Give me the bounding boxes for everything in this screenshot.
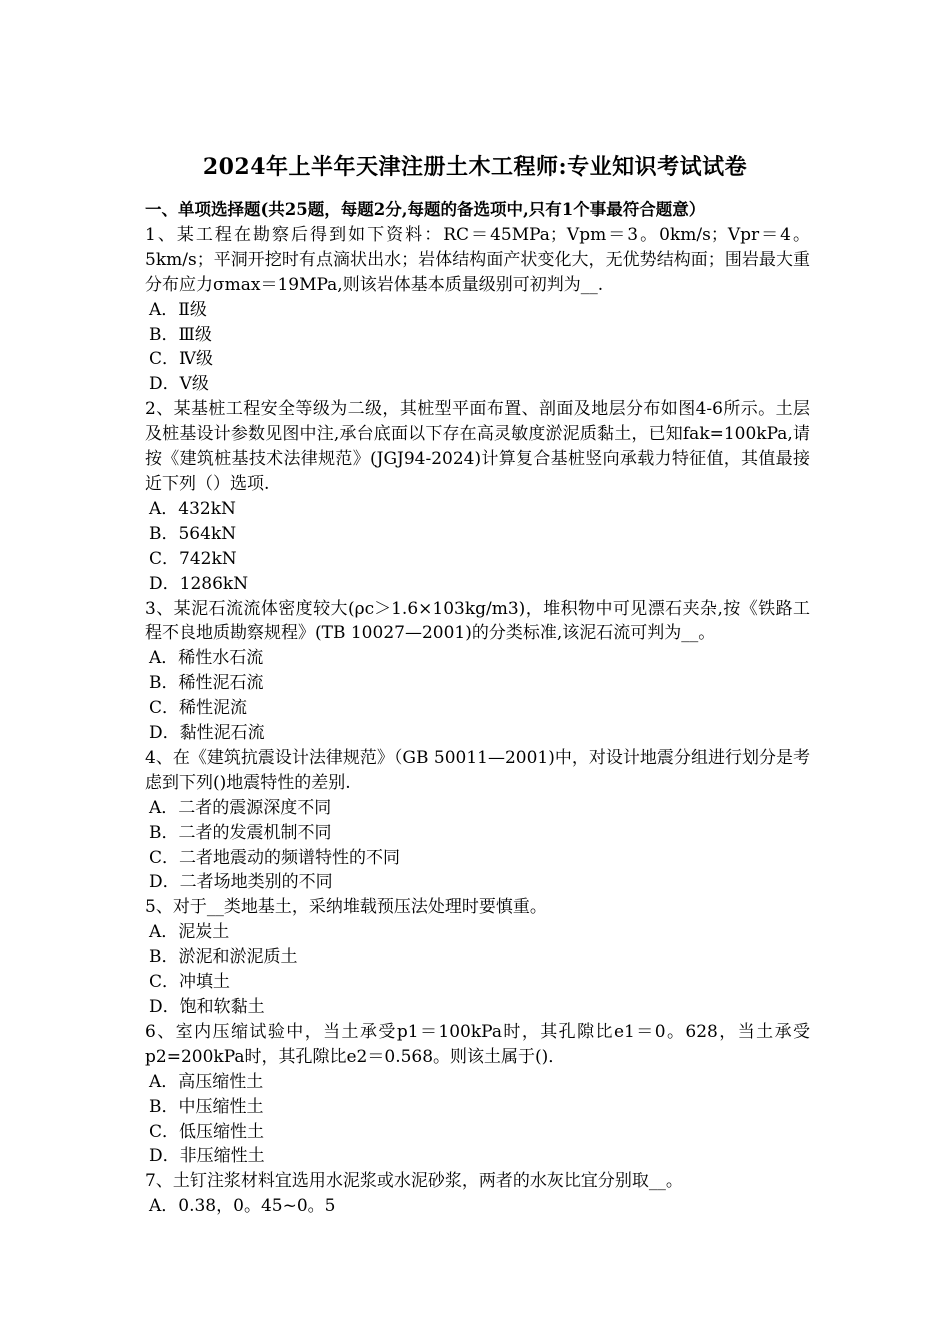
question-text: 2、某基桩工程安全等级为二级，其桩型平面布置、剖面及地层分布如图4-6所示。土层及桩基设计参数见图中注,承台底面以下存在高灵敏度淤泥质黏土，已知fak=100kPa,请按《建筑桩基技术法律规范》(JGJ94-2024)计算复合基桩竖向承载力特征值，其值最接近下列（）选项. bbox=[145, 399, 810, 494]
option-b: B．二者的发震机制不同 bbox=[149, 822, 332, 843]
option-a: A．0.38，0。45~0。5 bbox=[149, 1196, 336, 1217]
question-text: 1、某工程在勘察后得到如下资料：RC＝45MPa；Vpm＝3。0km/s；Vpr＝4。5km/s；平洞开挖时有点滴状出水；岩体结构面产状变化大，无优势结构面；围岩最大重分布应力σmax＝19MPa,则该岩体基本质量级别可初判为__. bbox=[145, 224, 810, 295]
question-text: 4、在《建筑抗震设计法律规范》（GB 50011—2001)中，对设计地震分组进行划分是考虑到下列()地震特性的差别. bbox=[145, 747, 810, 793]
question-text: 3、某泥石流流体密度较大(ρc＞1.6×103kg/m3)，堆积物中可见漂石夹杂,按《铁路工程不良地质勘察规程》(TB 10027—2001)的分类标准,该泥石流可判为__。 bbox=[145, 598, 810, 644]
option-a: A．稀性水石流 bbox=[149, 648, 264, 669]
option-a: A．高压缩性土 bbox=[149, 1071, 264, 1092]
question-7 bbox=[145, 1169, 810, 1219]
question-5 bbox=[145, 895, 810, 1020]
option-c: C．二者地震动的频谱特性的不同 bbox=[149, 847, 401, 868]
option-d: D．饱和软黏土 bbox=[149, 997, 265, 1017]
option-b: B．中压缩性土 bbox=[149, 1096, 264, 1117]
option-d: D．非压缩性土 bbox=[149, 1146, 265, 1167]
option-c: C．742kN bbox=[149, 548, 237, 569]
option-b: B．564kN bbox=[149, 523, 237, 544]
question-2 bbox=[145, 397, 810, 596]
question-text: 5、对于__类地基土，采纳堆载预压法处理时要慎重。 bbox=[145, 897, 547, 918]
option-d: D．二者场地类别的不同 bbox=[149, 872, 333, 893]
question-1 bbox=[145, 223, 810, 397]
section-heading: 一、单项选择题(共25题，每题2分,每题的备选项中,只有1个事最符合题意） bbox=[145, 200, 706, 219]
question-text: 6、室内压缩试验中，当土承受p1＝100kPa时，其孔隙比e1＝0。628，当土承受p2=200kPa时，其孔隙比e2＝0.568。则该土属于()． bbox=[145, 1021, 810, 1067]
option-b: B．Ⅲ级 bbox=[149, 324, 212, 345]
question-text: 7、土钉注浆材料宜选用水泥浆或水泥砂浆，两者的水灰比宜分别取__。 bbox=[145, 1171, 683, 1192]
option-d: D．1286kN bbox=[149, 573, 249, 594]
option-d: D．黏性泥石流 bbox=[149, 723, 265, 744]
question-3 bbox=[145, 597, 810, 746]
page-title: 2024年上半年天津注册土木工程师:专业知识考试试卷 bbox=[202, 154, 748, 180]
question-4 bbox=[145, 746, 810, 895]
question-6 bbox=[145, 1020, 810, 1169]
option-a: A．432kN bbox=[149, 498, 236, 519]
option-b: B．稀性泥石流 bbox=[149, 673, 264, 694]
option-a: A．泥炭土 bbox=[149, 922, 230, 943]
option-c: C．Ⅳ级 bbox=[149, 349, 213, 370]
exam-content bbox=[145, 198, 810, 1219]
option-d: D．Ⅴ级 bbox=[149, 374, 209, 395]
option-a: A．Ⅱ级 bbox=[149, 299, 207, 320]
option-c: C．冲填土 bbox=[149, 972, 231, 993]
option-c: C．低压缩性土 bbox=[149, 1121, 265, 1142]
option-b: B．淤泥和淤泥质土 bbox=[149, 947, 298, 968]
option-a: A．二者的震源深度不同 bbox=[149, 797, 332, 818]
option-c: C．稀性泥流 bbox=[149, 698, 248, 719]
